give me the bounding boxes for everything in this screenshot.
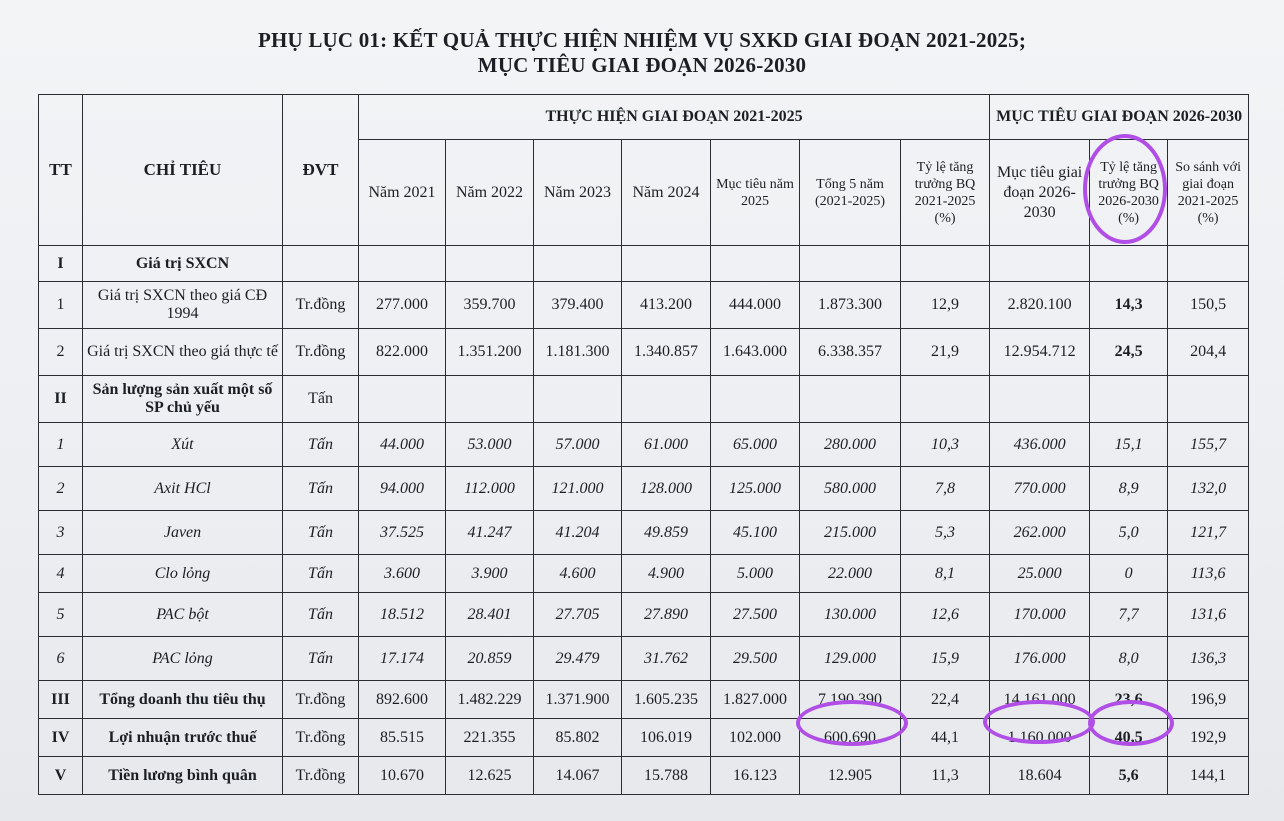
- value-2023: 85.802: [534, 719, 622, 757]
- value-total-5-years: 215.000: [800, 511, 901, 555]
- header-muc-tieu-2025: Mục tiêu năm 2025: [711, 140, 800, 246]
- table-row: [39, 555, 1249, 593]
- row-unit: Tấn: [283, 555, 359, 593]
- row-unit: Tấn: [283, 511, 359, 555]
- value-2022: 20.859: [446, 637, 534, 681]
- row-tt: V: [39, 757, 83, 795]
- row-tt: I: [39, 246, 83, 282]
- value-target-2025: 444.000: [711, 282, 800, 329]
- value-2021: 44.000: [359, 423, 446, 467]
- value-2022: 41.247: [446, 511, 534, 555]
- value-2024: 106.019: [622, 719, 711, 757]
- header-group-2021-2025: THỰC HIỆN GIAI ĐOẠN 2021-2025: [359, 95, 990, 140]
- value-2023: 27.705: [534, 593, 622, 637]
- value-target-2026-2030: 2.820.100: [990, 282, 1090, 329]
- value-growth-2026-2030: 8,0: [1090, 637, 1168, 681]
- table-row: [39, 637, 1249, 681]
- value-total-5-years: 600.690: [800, 719, 901, 757]
- value-total-5-years: 1.873.300: [800, 282, 901, 329]
- value-2022: 28.401: [446, 593, 534, 637]
- row-unit: Tr.đồng: [283, 757, 359, 795]
- value-target-2026-2030: 12.954.712: [990, 329, 1090, 376]
- row-label: Xút: [83, 423, 283, 467]
- value-growth-2021-2025: 22,4: [901, 681, 990, 719]
- table-row: [39, 467, 1249, 511]
- row-label: PAC bột: [83, 593, 283, 637]
- value-2021: 18.512: [359, 593, 446, 637]
- value-target-2025: 16.123: [711, 757, 800, 795]
- value-target-2026-2030: 262.000: [990, 511, 1090, 555]
- value-comparison: 196,9: [1168, 681, 1249, 719]
- value-target-2025: 65.000: [711, 423, 800, 467]
- value-2024: 1.340.857: [622, 329, 711, 376]
- value-total-5-years: 6.338.357: [800, 329, 901, 376]
- row-tt: 1: [39, 282, 83, 329]
- value-growth-2026-2030: 24,5: [1090, 329, 1168, 376]
- value-target-2026-2030: 770.000: [990, 467, 1090, 511]
- header-group-2026-2030: MỤC TIÊU GIAI ĐOẠN 2026-2030: [990, 95, 1249, 140]
- value-comparison: 121,7: [1168, 511, 1249, 555]
- row-label: Axit HCl: [83, 467, 283, 511]
- value-2023: 57.000: [534, 423, 622, 467]
- table-row: [39, 719, 1249, 757]
- header-dvt: ĐVT: [283, 95, 359, 246]
- value-2022: 359.700: [446, 282, 534, 329]
- row-unit: Tấn: [283, 467, 359, 511]
- results-table: [38, 94, 1249, 795]
- value-2022: 1.351.200: [446, 329, 534, 376]
- row-label: Tổng doanh thu tiêu thụ: [83, 681, 283, 719]
- value-growth-2026-2030: 5,6: [1090, 757, 1168, 795]
- header-muc-tieu-2026-2030: Mục tiêu giai đoạn 2026-2030: [990, 140, 1090, 246]
- header-chi-tieu: CHỈ TIÊU: [83, 95, 283, 246]
- row-label: Lợi nhuận trước thuế: [83, 719, 283, 757]
- row-label: Clo lỏng: [83, 555, 283, 593]
- value-2022: 53.000: [446, 423, 534, 467]
- header-nam-2024: Năm 2024: [622, 140, 711, 246]
- value-target-2025: 45.100: [711, 511, 800, 555]
- value-2021: 892.600: [359, 681, 446, 719]
- row-tt: IV: [39, 719, 83, 757]
- header-so-sanh: So sánh với giai đoạn 2021-2025 (%): [1168, 140, 1249, 246]
- value-comparison: 150,5: [1168, 282, 1249, 329]
- row-tt: 1: [39, 423, 83, 467]
- value-growth-2021-2025: 12,6: [901, 593, 990, 637]
- value-comparison: 192,9: [1168, 719, 1249, 757]
- value-comparison: 144,1: [1168, 757, 1249, 795]
- row-unit: Tr.đồng: [283, 719, 359, 757]
- value-growth-2026-2030: 15,1: [1090, 423, 1168, 467]
- value-growth-2021-2025: 5,3: [901, 511, 990, 555]
- value-2021: 822.000: [359, 329, 446, 376]
- value-growth-2026-2030: 14,3: [1090, 282, 1168, 329]
- row-unit: Tấn: [283, 376, 359, 423]
- row-tt: 6: [39, 637, 83, 681]
- value-2023: 1.181.300: [534, 329, 622, 376]
- value-2024: 1.605.235: [622, 681, 711, 719]
- value-target-2026-2030: 14.161.000: [990, 681, 1090, 719]
- value-2024: 15.788: [622, 757, 711, 795]
- row-unit: Tấn: [283, 593, 359, 637]
- value-total-5-years: 130.000: [800, 593, 901, 637]
- table-row: [39, 681, 1249, 719]
- header-row-1: [39, 95, 1249, 140]
- header-nam-2021: Năm 2021: [359, 140, 446, 246]
- value-comparison: 131,6: [1168, 593, 1249, 637]
- value-2021: 10.670: [359, 757, 446, 795]
- row-tt: 3: [39, 511, 83, 555]
- value-2023: 14.067: [534, 757, 622, 795]
- value-2022: 221.355: [446, 719, 534, 757]
- row-label: Tiền lương bình quân: [83, 757, 283, 795]
- value-2021: 3.600: [359, 555, 446, 593]
- value-2024: 49.859: [622, 511, 711, 555]
- header-tt: TT: [39, 95, 83, 246]
- row-tt: 4: [39, 555, 83, 593]
- value-target-2026-2030: 18.604: [990, 757, 1090, 795]
- title-line-2: MỤC TIÊU GIAI ĐOẠN 2026-2030: [477, 53, 807, 77]
- value-total-5-years: 129.000: [800, 637, 901, 681]
- value-2024: 4.900: [622, 555, 711, 593]
- value-target-2025: 5.000: [711, 555, 800, 593]
- value-2023: 4.600: [534, 555, 622, 593]
- table-row: [39, 423, 1249, 467]
- table-row: [39, 593, 1249, 637]
- value-2023: 121.000: [534, 467, 622, 511]
- value-2021: 37.525: [359, 511, 446, 555]
- table-row: [39, 511, 1249, 555]
- value-growth-2021-2025: 8,1: [901, 555, 990, 593]
- value-2021: 85.515: [359, 719, 446, 757]
- value-growth-2021-2025: 10,3: [901, 423, 990, 467]
- header-tong-5-nam: Tổng 5 năm (2021-2025): [800, 140, 901, 246]
- value-comparison: 113,6: [1168, 555, 1249, 593]
- value-growth-2026-2030: 7,7: [1090, 593, 1168, 637]
- row-label: Giá trị SXCN theo giá CĐ 1994: [83, 282, 283, 329]
- value-target-2025: 102.000: [711, 719, 800, 757]
- value-2024: 31.762: [622, 637, 711, 681]
- row-label: Javen: [83, 511, 283, 555]
- row-unit: Tấn: [283, 423, 359, 467]
- value-2022: 3.900: [446, 555, 534, 593]
- document-title: [0, 28, 1284, 78]
- value-2024: 61.000: [622, 423, 711, 467]
- value-growth-2021-2025: 11,3: [901, 757, 990, 795]
- row-label: PAC lỏng: [83, 637, 283, 681]
- value-target-2025: 27.500: [711, 593, 800, 637]
- value-target-2026-2030: 25.000: [990, 555, 1090, 593]
- value-2023: 379.400: [534, 282, 622, 329]
- value-2024: 128.000: [622, 467, 711, 511]
- value-growth-2021-2025: 15,9: [901, 637, 990, 681]
- value-2024: 413.200: [622, 282, 711, 329]
- value-2022: 1.482.229: [446, 681, 534, 719]
- section-row-I: [39, 246, 1249, 282]
- value-total-5-years: 280.000: [800, 423, 901, 467]
- value-2023: 1.371.900: [534, 681, 622, 719]
- value-growth-2021-2025: 12,9: [901, 282, 990, 329]
- value-growth-2021-2025: 21,9: [901, 329, 990, 376]
- value-total-5-years: 580.000: [800, 467, 901, 511]
- row-unit: Tr.đồng: [283, 681, 359, 719]
- value-total-5-years: 12.905: [800, 757, 901, 795]
- row-tt: 5: [39, 593, 83, 637]
- value-2024: 27.890: [622, 593, 711, 637]
- header-nam-2023: Năm 2023: [534, 140, 622, 246]
- value-target-2025: 125.000: [711, 467, 800, 511]
- row-label: Giá trị SXCN: [83, 246, 283, 282]
- value-comparison: 155,7: [1168, 423, 1249, 467]
- row-tt: II: [39, 376, 83, 423]
- table-row: [39, 329, 1249, 376]
- value-target-2026-2030: 1.160.000: [990, 719, 1090, 757]
- row-label: Sản lượng sản xuất một số SP chủ yếu: [83, 376, 283, 423]
- value-target-2025: 1.643.000: [711, 329, 800, 376]
- value-target-2026-2030: 170.000: [990, 593, 1090, 637]
- value-growth-2021-2025: 7,8: [901, 467, 990, 511]
- value-growth-2026-2030: 0: [1090, 555, 1168, 593]
- value-growth-2021-2025: 44,1: [901, 719, 990, 757]
- table-row: [39, 757, 1249, 795]
- row-tt: 2: [39, 467, 83, 511]
- value-comparison: 132,0: [1168, 467, 1249, 511]
- value-2021: 277.000: [359, 282, 446, 329]
- value-total-5-years: 22.000: [800, 555, 901, 593]
- value-growth-2026-2030: 40,5: [1090, 719, 1168, 757]
- header-ty-le-2021-2025: Tỷ lệ tăng trưởng BQ 2021-2025 (%): [901, 140, 990, 246]
- row-unit: Tr.đồng: [283, 282, 359, 329]
- row-unit: Tr.đồng: [283, 329, 359, 376]
- row-unit: Tấn: [283, 637, 359, 681]
- row-label: Giá trị SXCN theo giá thực tế: [83, 329, 283, 376]
- value-target-2025: 1.827.000: [711, 681, 800, 719]
- value-total-5-years: 7.190.390: [800, 681, 901, 719]
- title-line-1: PHỤ LỤC 01: KẾT QUẢ THỰC HIỆN NHIỆM VỤ SXKD GIAI ĐOẠN 2021-2025;: [257, 28, 1027, 52]
- value-2023: 41.204: [534, 511, 622, 555]
- header-nam-2022: Năm 2022: [446, 140, 534, 246]
- table-row: [39, 282, 1249, 329]
- section-row-II: [39, 376, 1249, 423]
- value-2021: 94.000: [359, 467, 446, 511]
- value-comparison: 204,4: [1168, 329, 1249, 376]
- value-target-2026-2030: 176.000: [990, 637, 1090, 681]
- value-growth-2026-2030: 23,6: [1090, 681, 1168, 719]
- header-ty-le-2026-2030: Tỷ lệ tăng trưởng BQ 2026-2030 (%): [1090, 140, 1168, 246]
- value-growth-2026-2030: 8,9: [1090, 467, 1168, 511]
- value-2021: 17.174: [359, 637, 446, 681]
- value-target-2025: 29.500: [711, 637, 800, 681]
- row-tt: 2: [39, 329, 83, 376]
- value-comparison: 136,3: [1168, 637, 1249, 681]
- value-2022: 12.625: [446, 757, 534, 795]
- value-2022: 112.000: [446, 467, 534, 511]
- value-2023: 29.479: [534, 637, 622, 681]
- value-growth-2026-2030: 5,0: [1090, 511, 1168, 555]
- value-target-2026-2030: 436.000: [990, 423, 1090, 467]
- row-tt: III: [39, 681, 83, 719]
